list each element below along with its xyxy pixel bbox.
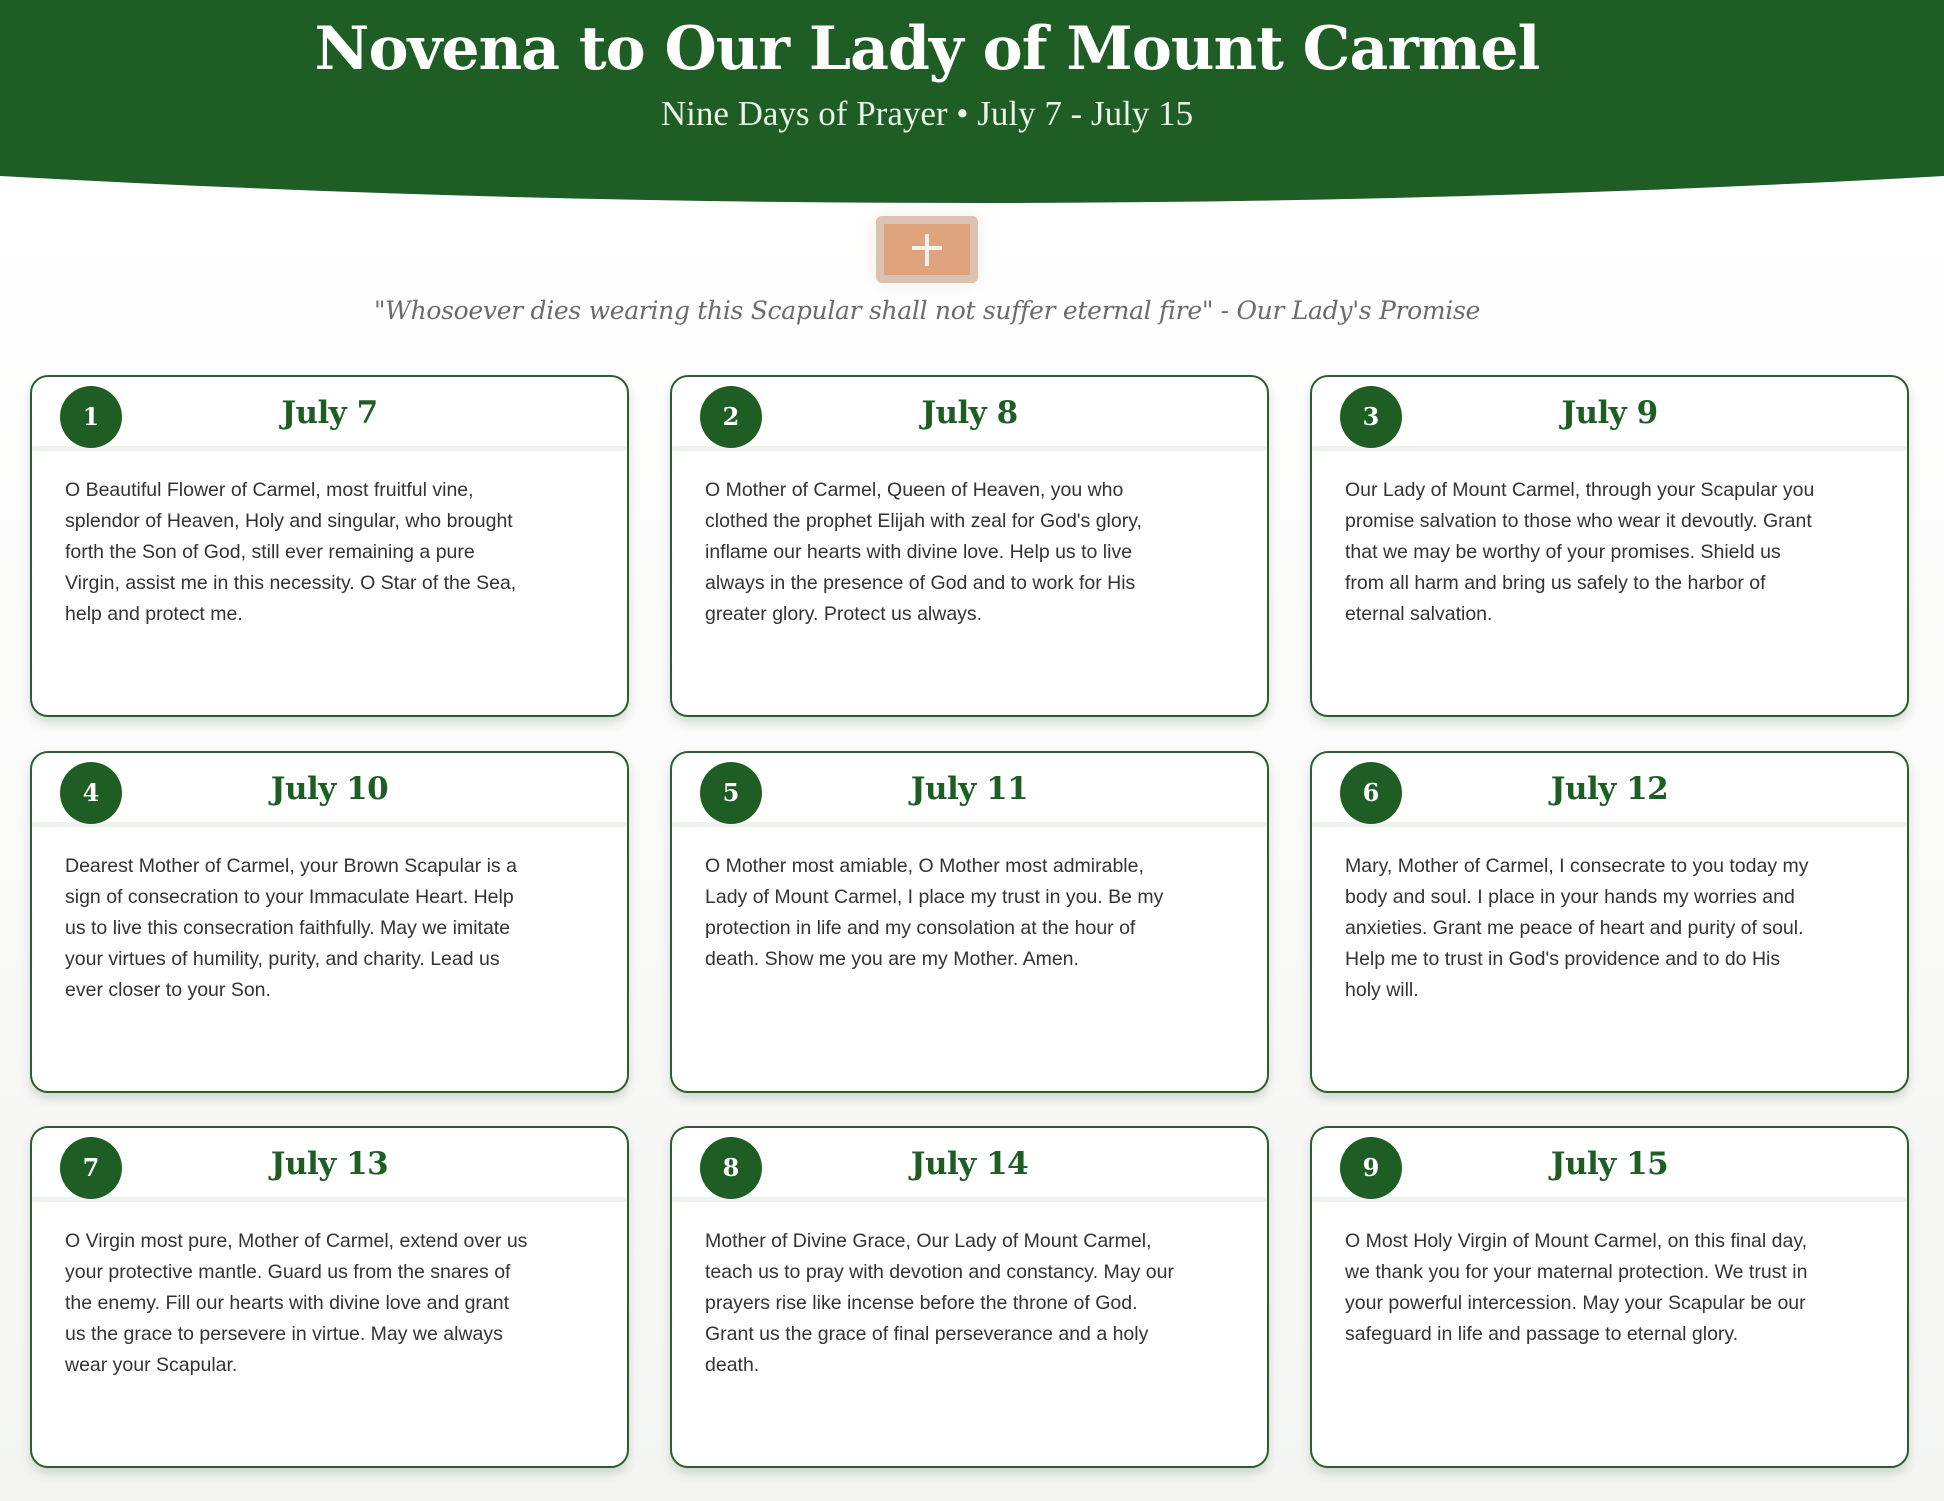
page-title: Novena to Our Lady of Mount Carmel xyxy=(314,14,1540,84)
cross-vertical-bar xyxy=(925,234,929,266)
day-number-badge: 7 xyxy=(60,1137,122,1199)
card-header xyxy=(32,377,627,451)
card-prayer-text: Mary, Mother of Carmel, I consecrate to you today my body and soul. I place in your hands my worries and anxieties. Grant me peace of heart and purity of soul. Help me to trust in God's providence and to do His holy will. xyxy=(1345,855,1809,1001)
day-number-badge: 3 xyxy=(1340,386,1402,448)
card-prayer-text: O Virgin most pure, Mother of Carmel, extend over us your protective mantle. Guard us from the snares of the enemy. Fill our hearts with divine love and grant us the grace to persevere in virtue. May we always wear your Scapular. xyxy=(65,1230,528,1376)
day-number-badge: 2 xyxy=(700,386,762,448)
card-prayer-text: O Most Holy Virgin of Mount Carmel, on this final day, we thank you for your maternal protection. We trust in your powerful intercession. May your Scapular be our safeguard in life and passage to eternal glory. xyxy=(1345,1230,1808,1345)
scapular-panel xyxy=(884,224,970,275)
day-card-3 xyxy=(1310,375,1909,717)
page-header xyxy=(0,0,1944,210)
card-header xyxy=(672,1128,1267,1202)
card-prayer-text: Dearest Mother of Carmel, your Brown Scapular is a sign of consecration to your Immaculate Heart. Help us to live this consecration faithfully. May we imitate your virtues of humility, purity, and charity. Lead us ever closer to your Son. xyxy=(65,855,517,1001)
day-card-6 xyxy=(1310,751,1909,1093)
card-header xyxy=(1312,753,1907,827)
day-card-8 xyxy=(670,1126,1269,1468)
day-number-badge: 1 xyxy=(60,386,122,448)
card-header xyxy=(672,377,1267,451)
card-date: July 10 xyxy=(270,771,389,807)
cross-horizontal-bar xyxy=(912,246,942,250)
card-date: July 7 xyxy=(281,395,378,431)
card-header xyxy=(672,753,1267,827)
card-header xyxy=(1312,377,1907,451)
day-card-1 xyxy=(30,375,629,717)
card-header xyxy=(32,753,627,827)
page-subtitle: Nine Days of Prayer • July 7 - July 15 xyxy=(660,94,1194,133)
day-card-5 xyxy=(670,751,1269,1093)
card-header xyxy=(1312,1128,1907,1202)
day-card-7 xyxy=(30,1126,629,1468)
card-prayer-text: O Beautiful Flower of Carmel, most fruitful vine, splendor of Heaven, Holy and singular, who brought forth the Son of God, still ever remaining a pure Virgin, assist me in this necessity. O Star of the Sea, help and protect me. xyxy=(65,479,517,625)
card-date: July 11 xyxy=(910,771,1029,807)
day-number-badge: 8 xyxy=(700,1137,762,1199)
card-prayer-text: Our Lady of Mount Carmel, through your Scapular you promise salvation to those who wear it devoutly. Grant that we may be worthy of your promises. Shield us from all harm and bring us safely to the harbor of eternal salvation. xyxy=(1345,479,1815,625)
card-prayer-text: Mother of Divine Grace, Our Lady of Mount Carmel, teach us to pray with devotion and constancy. May our prayers rise like incense before the throne of God. Grant us the grace of final perseverance and a holy death. xyxy=(705,1230,1174,1376)
card-date: July 15 xyxy=(1550,1146,1669,1182)
card-date: July 14 xyxy=(910,1146,1029,1182)
day-number-badge: 9 xyxy=(1340,1137,1402,1199)
brown-scapular-cross-icon xyxy=(876,216,978,283)
card-prayer-text: O Mother most amiable, O Mother most admirable, Lady of Mount Carmel, I place my trust in you. Be my protection in life and my consolation at the hour of death. Show me you are my Mother. Amen. xyxy=(705,855,1164,970)
day-card-9 xyxy=(1310,1126,1909,1468)
day-number-badge: 6 xyxy=(1340,762,1402,824)
day-number-badge: 5 xyxy=(700,762,762,824)
day-card-4 xyxy=(30,751,629,1093)
day-card-2 xyxy=(670,375,1269,717)
card-prayer-text: O Mother of Carmel, Queen of Heaven, you who clothed the prophet Elijah with zeal for God's glory, inflame our hearts with divine love. Help us to live always in the presence of God and to work for His greater glory. Protect us always. xyxy=(705,479,1142,625)
card-header xyxy=(32,1128,627,1202)
card-date: July 8 xyxy=(921,395,1018,431)
card-date: July 9 xyxy=(1561,395,1658,431)
scapular-promise-quote: "Whosoever dies wearing this Scapular shall not suffer eternal fire" - Our Lady's Promise xyxy=(373,296,1480,325)
day-number-badge: 4 xyxy=(60,762,122,824)
card-date: July 12 xyxy=(1550,771,1669,807)
card-date: July 13 xyxy=(270,1146,389,1182)
